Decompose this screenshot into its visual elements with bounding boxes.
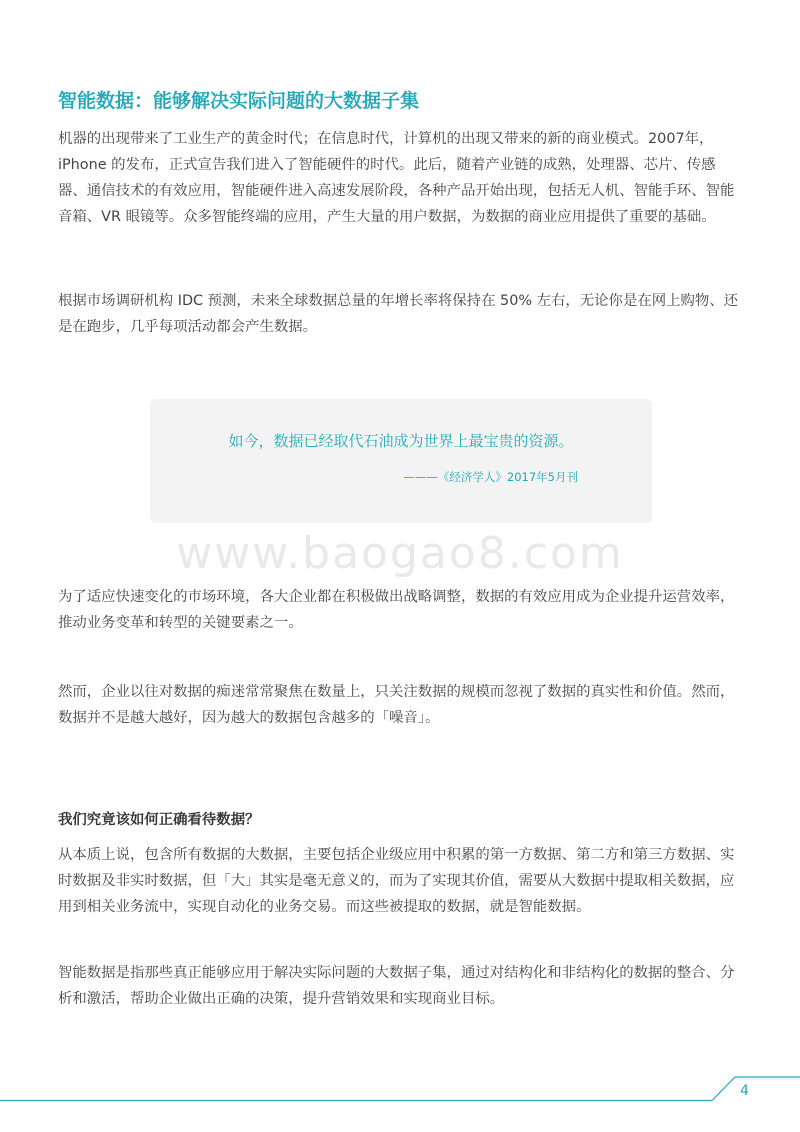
paragraph-big-data-essence: 从本质上说，包含所有数据的大数据，主要包括企业级应用中积累的第一方数据、第二方和第三方数据、实时数据及非实时数据，但「大」其实是毫无意义的，而为了实现其价值，需要从大数据中提取相关数据，应用到相关业务流中，实现自动化的业务交易。而这些被提取的数据，就是智能数据。 — [58, 847, 735, 915]
footer-line-decoration — [0, 1072, 800, 1112]
watermark: www.baogao8.com — [176, 528, 624, 579]
page-number: 4 — [740, 1083, 749, 1099]
section-heading: 智能数据：能够解决实际问题的大数据子集 — [58, 90, 420, 112]
paragraph-idc-forecast: 根据市场调研机构 IDC 预测，未来全球数据总量的年增长率将保持在 50% 左右，无论你是在网上购物、还是在跑步，几乎每项活动都会产生数据。 — [58, 293, 739, 335]
paragraph-data-noise: 然而，企业以往对数据的痴迷常常聚焦在数量上，只关注数据的规模而忽视了数据的真实性和价值。然而，数据并不是越大越好，因为越大的数据包含越多的「噪音」。 — [58, 684, 735, 726]
quote-box — [150, 399, 652, 523]
quote-source: ———《经济学人》2017年5月刊 — [403, 470, 578, 484]
subheading-question: 我们究竟该如何正确看待数据？ — [58, 812, 260, 828]
paragraph-smart-data-definition: 智能数据是指那些真正能够应用于解决实际问题的大数据子集，通过对结构化和非结构化的数据的整合、分析和激活，帮助企业做出正确的决策，提升营销效果和实现商业目标。 — [58, 965, 735, 1007]
paragraph-intro: 机器的出现带来了工业生产的黄金时代；在信息时代，计算机的出现又带来的新的商业模式。2007年，iPhone 的发布，正式宣告我们进入了智能硬件的时代。此后，随着产业链的成熟，处理器、芯片、传感器、通信技术的有效应用，智能硬件进入高速发展阶段，各种产品开始出现，包括无人机、智能手环、智能音箱、VR 眼镜等。众多智能终端的应用，产生大量的用户数据，为数据的商业应用提供了重要的基础。 — [58, 131, 735, 225]
quote-text: 如今，数据已经取代石油成为世界上最宝贵的资源。 — [228, 432, 574, 450]
paragraph-market-adaptation: 为了适应快速变化的市场环境，各大企业都在积极做出战略调整，数据的有效应用成为企业提升运营效率，推动业务变革和转型的关键要素之一。 — [58, 589, 735, 631]
